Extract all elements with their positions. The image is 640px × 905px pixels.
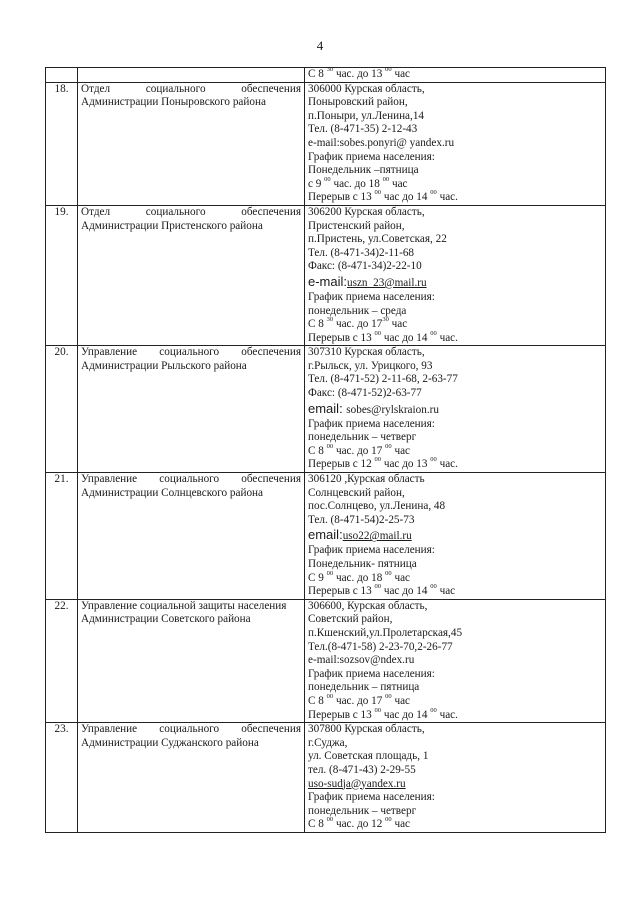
- schedule-title: График приема населения:: [308, 791, 435, 804]
- contact-cell: [305, 82, 606, 205]
- address-line: 306120 ,Курская область: [308, 473, 425, 486]
- email-line: email: sobes@rylskraion.ru: [308, 400, 439, 416]
- row-number: 21.: [46, 473, 78, 600]
- schedule-days: понедельник – четверг: [308, 804, 417, 817]
- district-line: Поныровский район,: [308, 96, 408, 109]
- schedule-days: понедельник – пятница: [308, 681, 420, 694]
- contact-cell: [305, 599, 606, 722]
- email-line: email:uso22@mail.ru: [308, 527, 412, 543]
- table-row: [46, 82, 606, 205]
- district-line: Советский район,: [308, 613, 393, 626]
- street-line: п.Поныри, ул.Ленина,14: [308, 109, 425, 122]
- schedule-title: График приема населения:: [308, 544, 435, 557]
- email-line: e-mail:sozsov@ndex.ru: [308, 654, 415, 667]
- row-number: 23.: [46, 723, 78, 833]
- phone-line: тел. (8-471-43) 2-29-55: [308, 763, 416, 776]
- phone-line: Тел. (8-471-35) 2-12-43: [308, 123, 418, 136]
- fax-line: Факс: (8-471-34)2-22-10: [308, 260, 422, 273]
- organization-name: Отдел социального обеспечения Администрации Поныровского района: [78, 82, 305, 205]
- table-row-continued: [46, 68, 606, 83]
- street-line: ул. Советская площадь, 1: [308, 750, 429, 763]
- break-hours-line: Перерыв с 12 $^{00}$ час до 13 $^{00}$ час.: [308, 456, 458, 471]
- street-line: п.Пристень, ул.Советская, 22: [308, 233, 447, 246]
- street-line: пос.Солнцево, ул.Ленина, 48: [308, 500, 446, 513]
- email-line: uso-sudja@yandex.ru: [308, 777, 406, 790]
- page-number: 4: [316, 38, 324, 53]
- schedule-hours-line: С 8 $^{30}$ час. до 13 $^{00}$ час: [308, 66, 411, 80]
- schedule-title: График приема населения:: [308, 417, 435, 430]
- schedule-title: График приема населения:: [308, 150, 435, 163]
- street-line: г.Рыльск, ул. Урицкого, 93: [308, 359, 433, 372]
- empty-cell: [78, 68, 305, 83]
- contact-cell: [305, 473, 606, 600]
- table-row: [46, 346, 606, 473]
- fax-line: Факс: (8-471-52)2-63-77: [308, 387, 422, 400]
- schedule-title: График приема населения:: [308, 667, 435, 680]
- schedule-title: График приема населения:: [308, 290, 435, 303]
- row-number: 19.: [46, 205, 78, 345]
- organization-name: Управление социального обеспечения Администрации Суджанского района: [78, 723, 305, 833]
- schedule-days: Понедельник- пятница: [308, 558, 417, 570]
- organization-name: Управление социального обеспечения Администрации Солнцевского района: [78, 473, 305, 600]
- break-hours-line: Перерыв с 13 $^{00}$ час до 14 $^{00}$ час.: [308, 329, 458, 344]
- address-line: 306000 Курская область,: [308, 82, 425, 95]
- break-hours-line: Перерыв с 13 $^{00}$ час до 14 $^{00}$ час: [308, 583, 456, 598]
- offices-table: [45, 67, 606, 833]
- schedule-days: понедельник – среда: [308, 304, 407, 317]
- district-line: Солнцевский район,: [308, 486, 405, 499]
- schedule-hours-line: С 8 $^{00}$ час. до 17 $^{00}$ час: [308, 442, 411, 457]
- address-line: 306600, Курская область,: [308, 599, 428, 612]
- contact-cell: [305, 723, 606, 833]
- schedule-hours-line: с 9 $^{00}$ час. до 18 $^{00}$ час: [308, 175, 408, 190]
- phone-line: Тел. (8-471-34)2-11-68: [308, 246, 415, 259]
- break-hours-line: Перерыв с 13 $^{00}$ час до 14 $^{00}$ час.: [308, 189, 458, 204]
- schedule-days: Понедельник –пятница: [308, 164, 419, 177]
- contact-cell: [305, 205, 606, 345]
- contact-cell: [305, 346, 606, 473]
- table-row: [46, 473, 606, 600]
- organization-name: Управление социального обеспечения Администрации Рыльского района: [78, 346, 305, 473]
- city-line: г.Суджа,: [308, 736, 348, 749]
- row-number: 18.: [46, 82, 78, 205]
- district-line: Пристенский район,: [308, 219, 405, 232]
- email-line: e-mail:uszn_23@mail.ru: [308, 273, 427, 289]
- table-row: [46, 205, 606, 345]
- schedule-hours-line: С 8 $^{30}$ час. до $17^{30}$ час: [308, 316, 408, 331]
- row-number: 20.: [46, 346, 78, 473]
- phone-line: Тел.(8-471-58) 2-23-70,2-26-77: [308, 640, 453, 653]
- address-line: 306200 Курская область,: [308, 205, 425, 218]
- schedule-days: понедельник – четверг: [308, 431, 417, 444]
- schedule-hours-line: С 9 $^{00}$ час. до 18 $^{00}$ час: [308, 569, 411, 584]
- empty-cell: [46, 68, 78, 83]
- phone-line: Тел. (8-471-54)2-25-73: [308, 513, 415, 526]
- phone-line: Тел. (8-471-52) 2-11-68, 2-63-77: [308, 373, 458, 386]
- address-line: 307310 Курская область,: [308, 346, 425, 359]
- address-line: 307800 Курская область,: [308, 723, 425, 736]
- row-number: 22.: [46, 599, 78, 722]
- break-hours-line: Перерыв с 13 $^{00}$ час до 14 $^{00}$ час.: [308, 706, 458, 721]
- table-row: [46, 723, 606, 833]
- organization-name: Отдел социального обеспечения Администрации Пристенского района: [78, 205, 305, 345]
- schedule-hours-line: С 8 $^{00}$ час. до 12 $^{00}$ час: [308, 816, 411, 831]
- contact-cell: [305, 68, 606, 83]
- table-row: [46, 599, 606, 722]
- email-line: e-mail:sobes.ponyri@ yandex.ru: [308, 136, 455, 149]
- street-line: п.Кшенский,ул.Пролетарская,45: [308, 626, 463, 639]
- organization-name: Управление социальной защиты населения Администрации Советского района: [78, 599, 305, 722]
- schedule-hours-line: С 8 $^{00}$ час. до 17 $^{00}$ час: [308, 692, 411, 707]
